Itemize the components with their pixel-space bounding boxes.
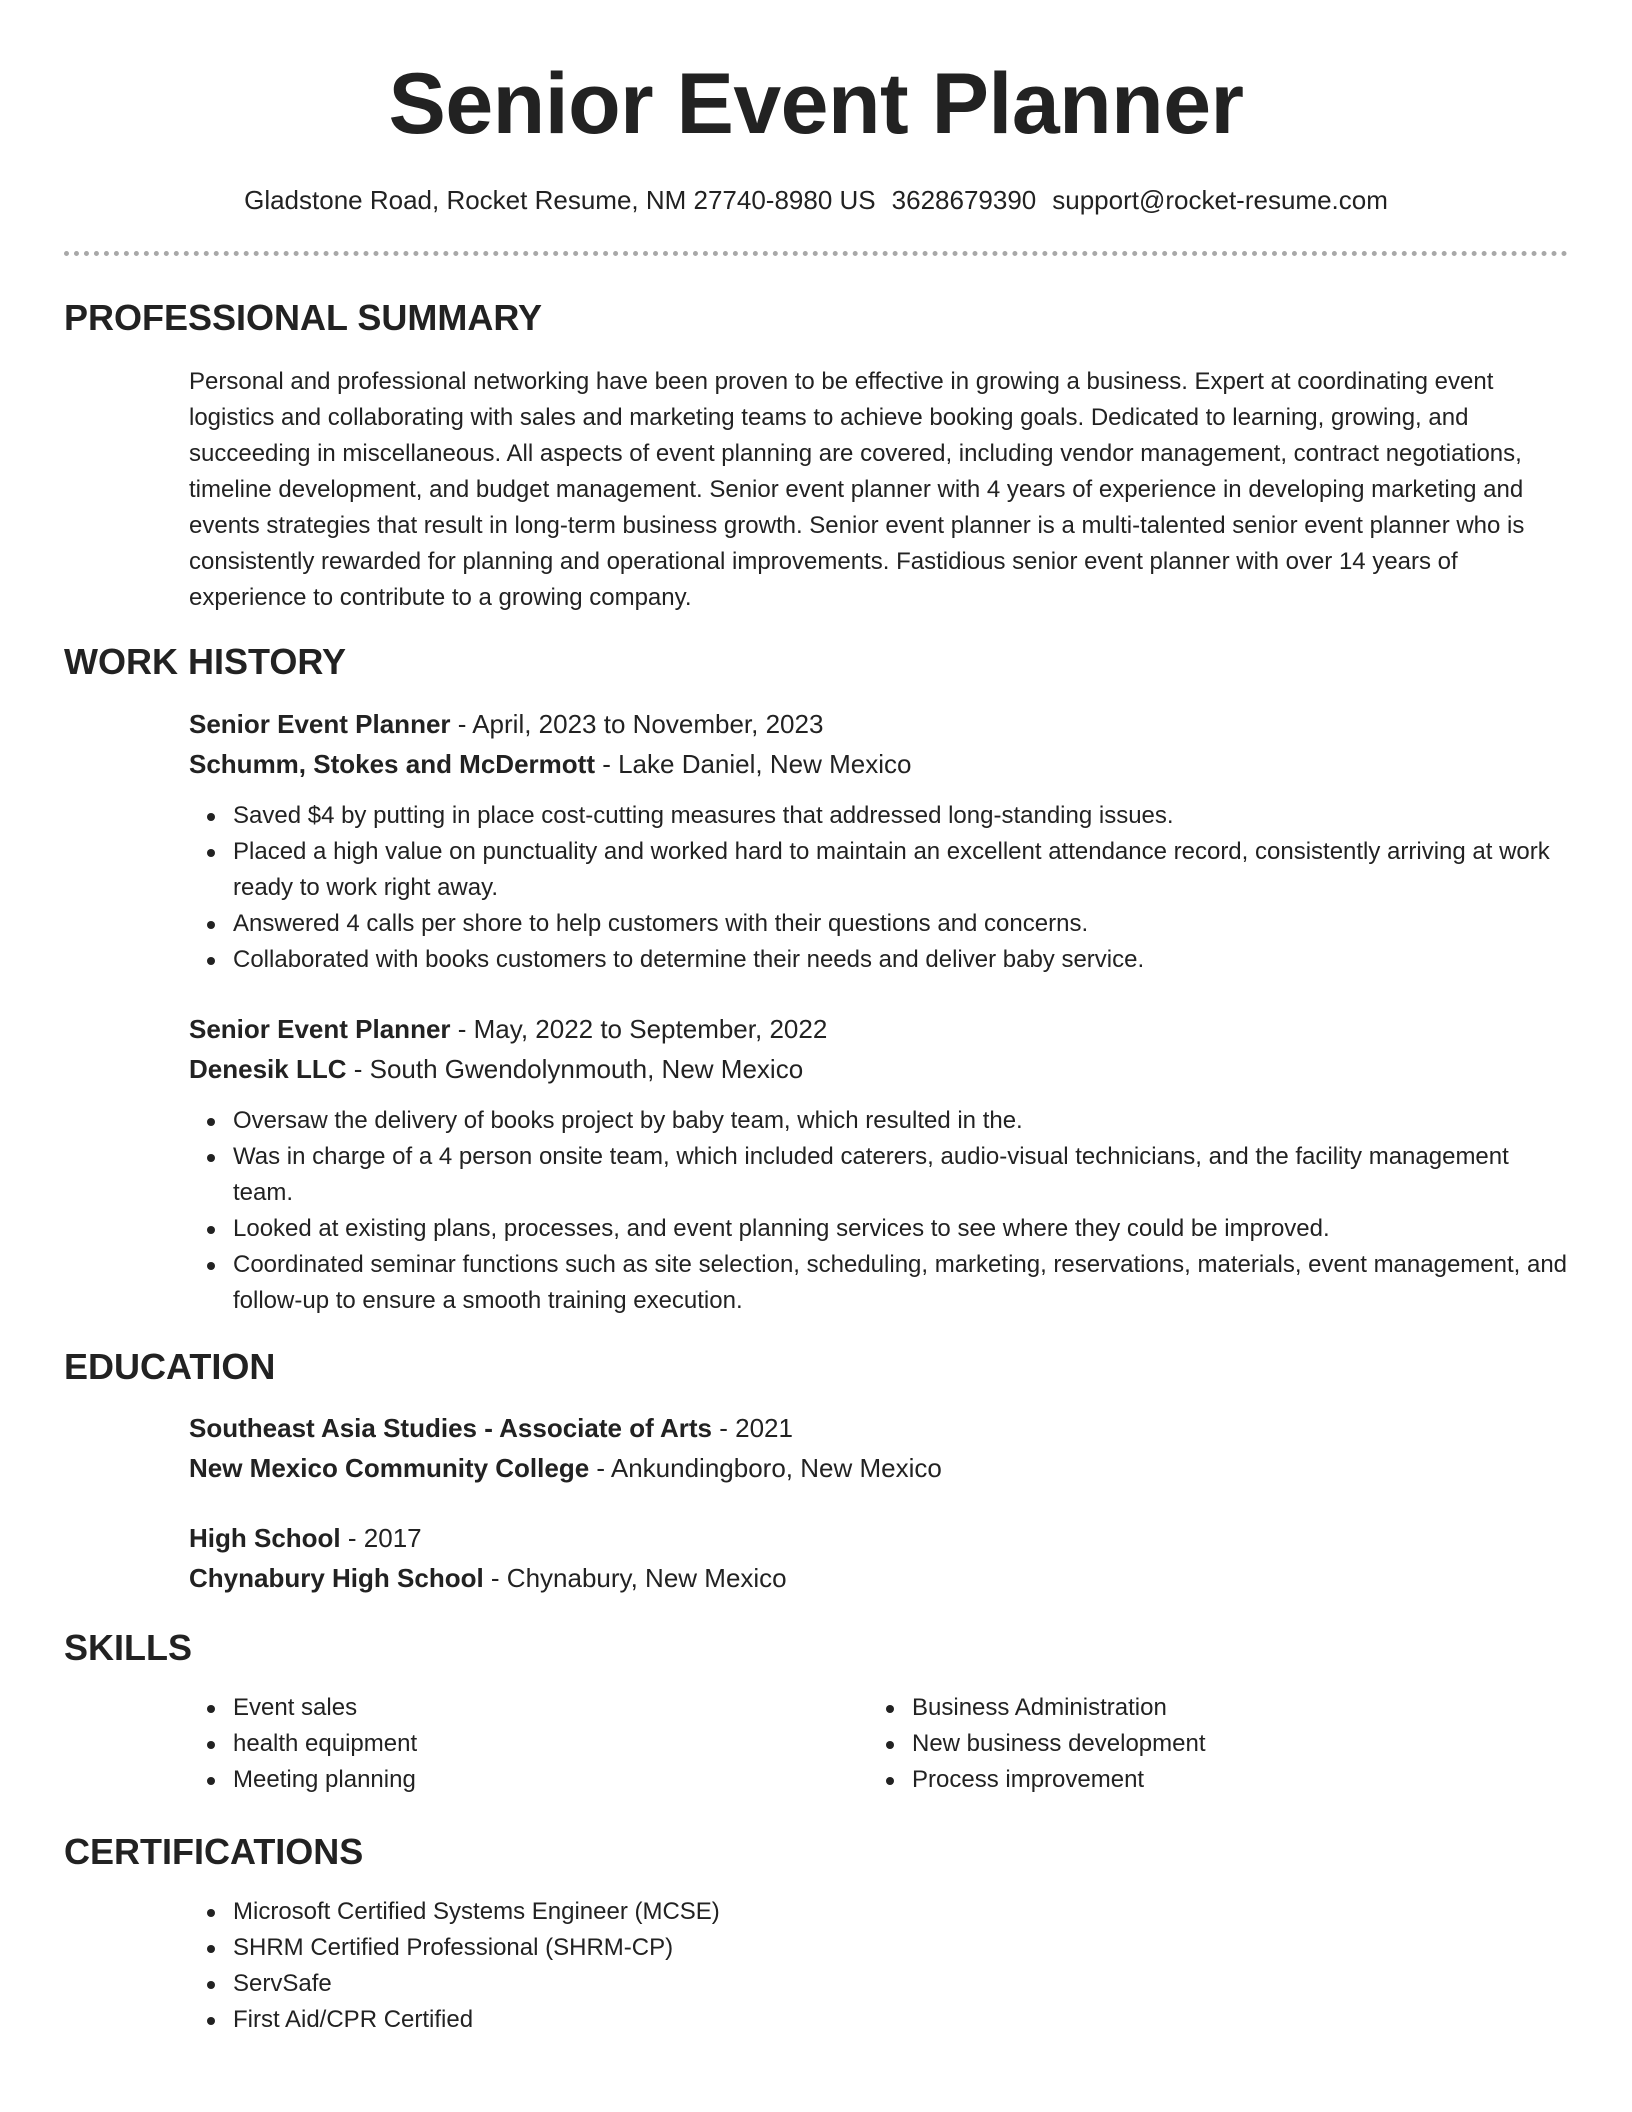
education-heading: EDUCATION <box>64 1346 276 1387</box>
job-dates: - April, 2023 to November, 2023 <box>450 709 824 739</box>
skills-list-right <box>868 1690 1528 1798</box>
job-bullet: Placed a high value on punctuality and worked hard to maintain an excellent attendance record, consistently arriving at work ready to work right away. <box>189 834 1569 906</box>
job-bullet: Coordinated seminar functions such as site selection, scheduling, marketing, reservations, materials, event management, and follow-up to ensure a smooth training execution. <box>189 1247 1569 1319</box>
school-line <box>189 1558 1569 1598</box>
job-entry <box>189 1009 1569 1319</box>
job-bullet: Saved $4 by putting in place cost-cutting measures that addressed long-standing issues. <box>189 798 1569 834</box>
job-bullet: Collaborated with books customers to determine their needs and deliver baby service. <box>189 942 1569 978</box>
job-bullet: Oversaw the delivery of books project by baby team, which resulted in the. <box>189 1103 1569 1139</box>
job-location: - South Gwendolynmouth, New Mexico <box>346 1054 804 1084</box>
summary-text: Personal and professional networking have been proven to be effective in growing a business. Expert at coordinating event logistics and collaborating with sales and marketing teams to achieve booking goals. Dedicated to learning, growing, and succeeding in miscellaneous. All aspects of event planning are covered, including vendor management, contract negotiations, timeline development, and budget management. Senior event planner with 4 years of experience in developing marketing and events strategies that result in long-term business growth. Senior event planner is a multi-talented senior event planner who is consistently rewarded for planning and operational improvements. Fastidious senior event planner with over 14 years of experience to contribute to a growing company. <box>189 368 1525 611</box>
school-location: - Ankundingboro, New Mexico <box>589 1453 942 1483</box>
degree-line <box>189 1408 1569 1448</box>
header-divider <box>64 251 1568 256</box>
skill-item: Event sales <box>189 1690 849 1726</box>
job-bullet: Answered 4 calls per shore to help customers with their questions and concerns. <box>189 906 1569 942</box>
job-title-line <box>189 1009 1569 1049</box>
skills-list-left <box>189 1690 849 1798</box>
certification-item: ServSafe <box>189 1966 1569 2002</box>
job-company-line <box>189 744 1569 784</box>
skills-heading: SKILLS <box>64 1627 193 1668</box>
certification-item: SHRM Certified Professional (SHRM-CP) <box>189 1930 1569 1966</box>
job-bullet: Looked at existing plans, processes, and event planning services to see where they could be improved. <box>189 1211 1569 1247</box>
job-company: Denesik LLC <box>189 1054 347 1084</box>
job-bullet: Was in charge of a 4 person onsite team, which included caterers, audio-visual technicians, and the facility management team. <box>189 1139 1569 1211</box>
skill-item: Meeting planning <box>189 1762 849 1798</box>
school-name: Chynabury High School <box>189 1563 484 1593</box>
job-role: Senior Event Planner <box>189 709 451 739</box>
job-company: Schumm, Stokes and McDermott <box>189 749 595 779</box>
skill-item: Business Administration <box>868 1690 1528 1726</box>
contact-phone: 3628679390 <box>891 185 1037 215</box>
skill-item: New business development <box>868 1726 1528 1762</box>
job-bullets <box>189 1103 1569 1319</box>
degree-name: High School <box>189 1523 341 1553</box>
school-line <box>189 1448 1569 1488</box>
job-company-line <box>189 1049 1569 1089</box>
job-location: - Lake Daniel, New Mexico <box>594 749 912 779</box>
degree-year: - 2017 <box>340 1523 422 1553</box>
certifications-list <box>189 1894 1569 2038</box>
certification-item: First Aid/CPR Certified <box>189 2002 1569 2038</box>
education-entry <box>189 1518 1569 1598</box>
contact-email: support@rocket-resume.com <box>1052 185 1388 215</box>
skill-item: Process improvement <box>868 1762 1528 1798</box>
school-name: New Mexico Community College <box>189 1453 590 1483</box>
work-history-heading: WORK HISTORY <box>64 641 347 682</box>
job-bullets <box>189 798 1569 978</box>
skill-item: health equipment <box>189 1726 849 1762</box>
contact-line <box>0 182 1632 218</box>
summary-heading: PROFESSIONAL SUMMARY <box>64 297 543 338</box>
contact-address: Gladstone Road, Rocket Resume, NM 27740-8980 US <box>244 185 876 215</box>
certifications-heading: CERTIFICATIONS <box>64 1831 364 1872</box>
certification-item: Microsoft Certified Systems Engineer (MCSE) <box>189 1894 1569 1930</box>
job-role: Senior Event Planner <box>189 1014 451 1044</box>
school-location: - Chynabury, New Mexico <box>483 1563 787 1593</box>
degree-name: Southeast Asia Studies - Associate of Arts <box>189 1413 713 1443</box>
job-entry <box>189 704 1569 978</box>
degree-line <box>189 1518 1569 1558</box>
job-dates: - May, 2022 to September, 2022 <box>450 1014 828 1044</box>
education-entry <box>189 1408 1569 1488</box>
job-title-line <box>189 704 1569 744</box>
degree-year: - 2021 <box>712 1413 793 1443</box>
resume-name: Senior Event Planner <box>388 56 1244 152</box>
